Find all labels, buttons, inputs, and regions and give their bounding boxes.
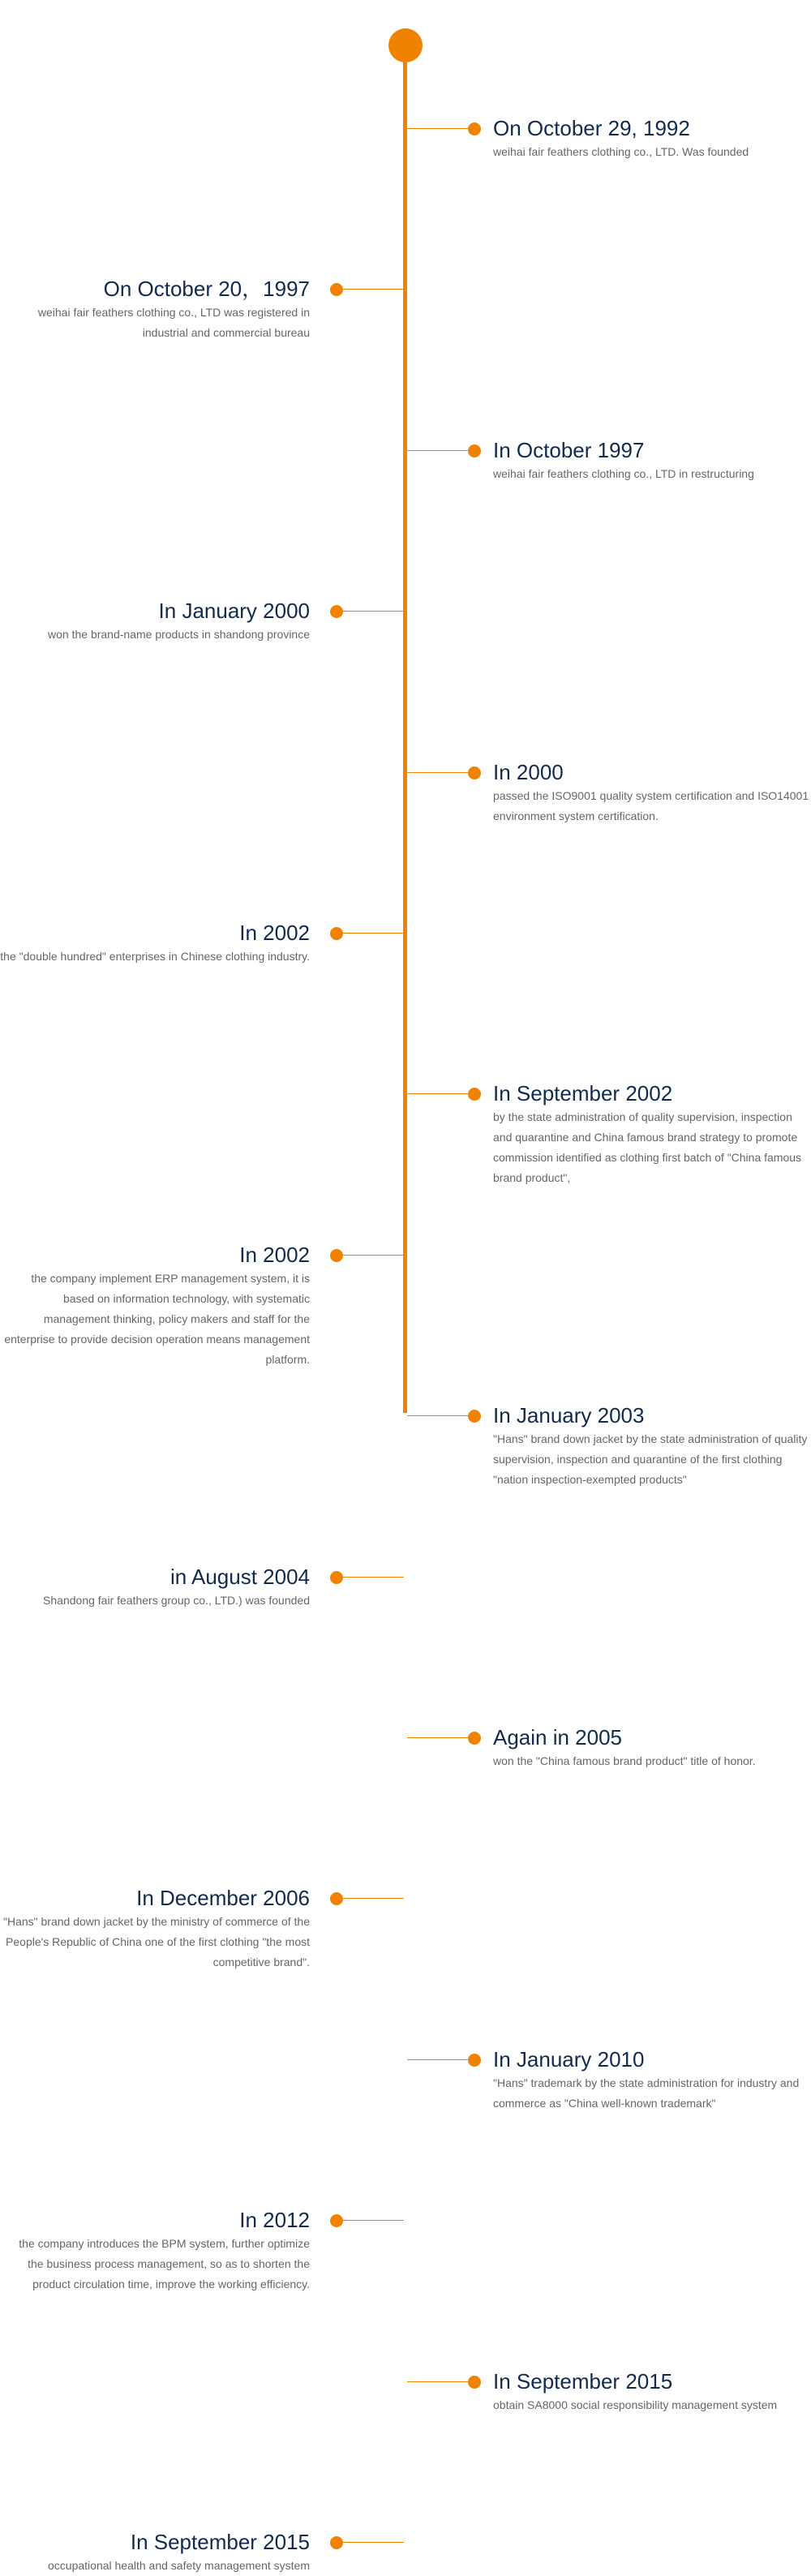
event-dot bbox=[330, 2536, 343, 2549]
event-dot bbox=[468, 2054, 481, 2067]
event-connector bbox=[336, 1898, 404, 1899]
event-connector bbox=[336, 933, 404, 934]
event-dot bbox=[330, 283, 343, 296]
event-dot bbox=[468, 1410, 481, 1423]
event-text bbox=[493, 760, 811, 826]
event-dot bbox=[468, 444, 481, 457]
event-connector bbox=[407, 450, 475, 451]
event-connector bbox=[407, 1415, 475, 1416]
event-dot bbox=[468, 122, 481, 135]
event-text bbox=[0, 2208, 310, 2295]
event-description: "Hans" brand down jacket by the state administration of quality supervision, inspection and quarantine of the first clothing "nation inspection-exempted products" bbox=[493, 1432, 808, 1486]
event-description: won the "China famous brand product" title of honor. bbox=[493, 1754, 756, 1767]
event-dot bbox=[468, 2376, 481, 2389]
event-dot bbox=[330, 927, 343, 940]
event-connector bbox=[407, 2381, 475, 2382]
event-text bbox=[0, 2530, 310, 2576]
event-description: obtain SA8000 social responsibility management system bbox=[493, 2398, 778, 2411]
event-text bbox=[0, 1243, 310, 1370]
event-text bbox=[493, 1403, 811, 1490]
event-text bbox=[493, 2047, 811, 2114]
event-description: won the brand-name products in shandong province bbox=[48, 628, 310, 641]
event-dot bbox=[468, 766, 481, 779]
event-connector bbox=[407, 128, 475, 129]
event-text bbox=[0, 277, 310, 343]
event-dot bbox=[330, 605, 343, 618]
event-description: "Hans" brand down jacket by the ministry of commerce of the People's Republic of China one of the first clothing "the most competitive brand". bbox=[3, 1915, 310, 1968]
event-title: In January 2003 bbox=[493, 1403, 645, 1428]
event-title: In October 1997 bbox=[493, 438, 645, 462]
event-connector bbox=[407, 1737, 475, 1738]
event-dot bbox=[468, 1732, 481, 1745]
event-dot bbox=[330, 2214, 343, 2227]
event-description: the "double hundred" enterprises in Chinese clothing industry. bbox=[0, 950, 310, 963]
event-text bbox=[493, 1725, 811, 1771]
event-connector bbox=[407, 1093, 475, 1094]
event-text bbox=[0, 921, 310, 967]
event-text bbox=[0, 599, 310, 645]
event-title: In 2012 bbox=[239, 2208, 310, 2232]
event-text bbox=[493, 2369, 811, 2415]
event-title: In September 2015 bbox=[493, 2369, 673, 2394]
timeline-axis bbox=[403, 41, 407, 1413]
event-connector bbox=[407, 772, 475, 773]
event-connector bbox=[336, 1255, 404, 1256]
event-title: In 2000 bbox=[493, 760, 564, 784]
event-title: in August 2004 bbox=[169, 1565, 310, 1589]
timeline-start-dot bbox=[388, 28, 423, 62]
event-description: weihai fair feathers clothing co., LTD in restructuring bbox=[493, 467, 754, 480]
event-dot bbox=[468, 1088, 481, 1101]
event-title: In 2002 bbox=[239, 921, 310, 945]
event-title: In January 2000 bbox=[158, 599, 310, 623]
event-title: In September 2015 bbox=[130, 2530, 310, 2554]
event-description: the company implement ERP management system, it is based on information technology, with systematic management thinking, policy makers and staff for the enterprise to provide decision operation means management platform. bbox=[4, 1272, 310, 1366]
event-text bbox=[0, 1886, 310, 1973]
event-title: In 2002 bbox=[239, 1243, 310, 1267]
event-description: "Hans" trademark by the state administration for industry and commerce as "China well-known trademark" bbox=[493, 2076, 800, 2110]
event-title: In January 2010 bbox=[493, 2047, 645, 2072]
event-text bbox=[493, 438, 811, 484]
event-text bbox=[493, 116, 811, 162]
event-title: In December 2006 bbox=[136, 1886, 310, 1910]
event-text bbox=[493, 1081, 811, 1188]
event-title: On October 20，1997 bbox=[103, 277, 310, 301]
event-dot bbox=[330, 1571, 343, 1584]
event-title: On October 29, 1992 bbox=[493, 116, 690, 140]
event-text bbox=[0, 1565, 310, 1611]
event-description: occupational health and safety management system bbox=[48, 2559, 310, 2572]
event-connector bbox=[336, 289, 404, 290]
event-title: In September 2002 bbox=[493, 1081, 673, 1106]
event-description: by the state administration of quality supervision, inspection and quarantine and China famous brand strategy to promote commission identified as clothing first batch of "China famous brand product", bbox=[493, 1110, 802, 1184]
event-description: weihai fair feathers clothing co., LTD was registered in industrial and commercial bureau bbox=[37, 306, 310, 339]
event-connector bbox=[336, 2542, 404, 2543]
event-description: weihai fair feathers clothing co., LTD. Was founded bbox=[493, 145, 749, 158]
event-connector bbox=[336, 1577, 404, 1578]
event-description: Shandong fair feathers group co., LTD.) was founded bbox=[43, 1594, 310, 1607]
event-title: Again in 2005 bbox=[493, 1725, 623, 1750]
event-dot bbox=[330, 1892, 343, 1905]
event-connector bbox=[407, 2059, 475, 2060]
event-connector bbox=[336, 2220, 404, 2221]
event-dot bbox=[330, 1249, 343, 1262]
event-description: the company introduces the BPM system, further optimize the business process management, so as to shorten the product circulation time, improve the working efficiency. bbox=[19, 2237, 310, 2290]
event-description: passed the ISO9001 quality system certification and ISO14001 environment system certification. bbox=[493, 789, 809, 822]
event-connector bbox=[336, 611, 404, 612]
